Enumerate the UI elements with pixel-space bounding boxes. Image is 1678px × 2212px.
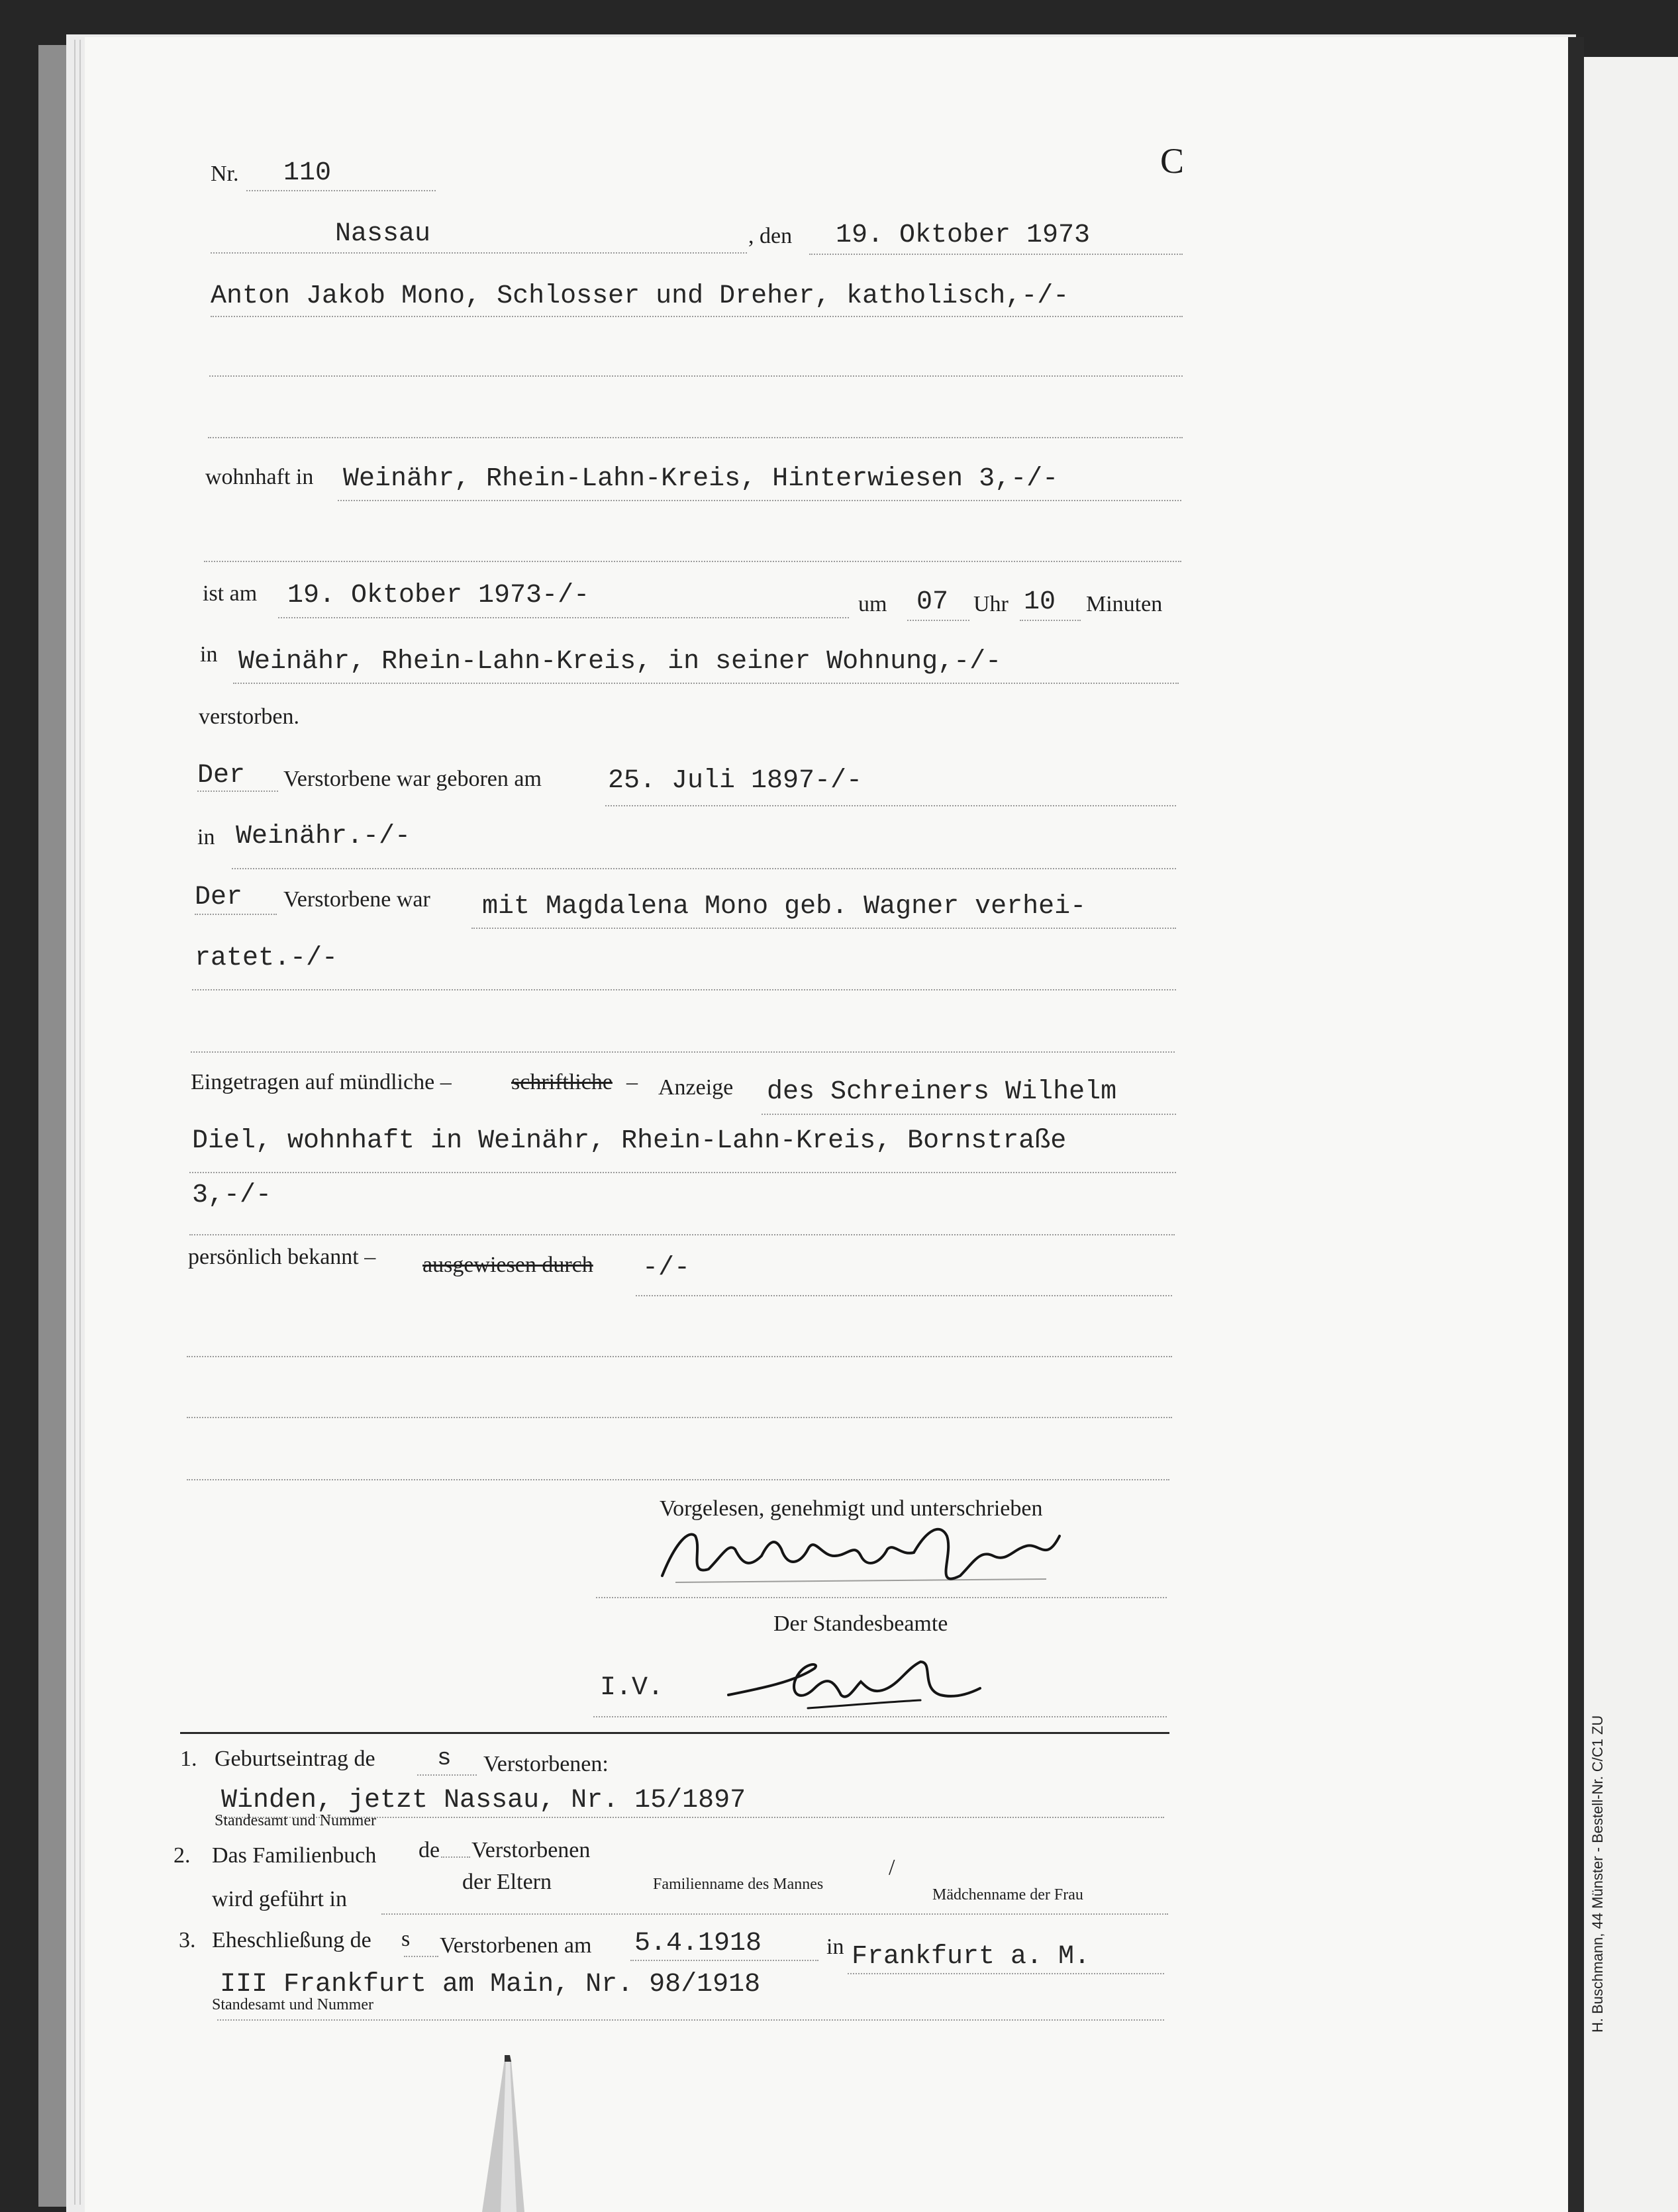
dash: – [626, 1070, 638, 1094]
bekannt-value: -/- [642, 1253, 691, 1283]
der-article-2: Der [195, 883, 243, 912]
note-1-number: 1. [180, 1747, 197, 1771]
signature-reporter [649, 1516, 1073, 1602]
residence-value: Weinähr, Rhein-Lahn-Kreis, Hinterwiesen 3,-/- [343, 464, 1059, 494]
note-3-in: in [826, 1935, 844, 1959]
note-2-de: de [419, 1838, 440, 1862]
note-1-value: Winden, jetzt Nassau, Nr. 15/1897 [221, 1786, 746, 1815]
standesamt-label: Standesamt und Nummer [215, 1812, 376, 1829]
dotted-line [197, 791, 278, 792]
dotted-line [211, 252, 747, 254]
birth-date-value: 25. Juli 1897-/- [608, 766, 863, 796]
eingetragen-label: Eingetragen auf mündliche – [191, 1070, 452, 1094]
dotted-line [211, 316, 1183, 317]
dotted-line [848, 1973, 1164, 1974]
dotted-line [187, 1479, 1169, 1480]
familienname-label: Familienname des Mannes [653, 1876, 824, 1893]
page-edge-line [79, 40, 81, 2205]
dotted-line [907, 620, 969, 621]
record-number: 110 [283, 158, 332, 188]
note-3-place: Frankfurt a. M. [852, 1942, 1091, 1972]
death-place-value: Weinähr, Rhein-Lahn-Kreis, in seiner Wohnung,-/- [238, 647, 1002, 677]
note-2-verstorbenen: Verstorbenen [471, 1838, 591, 1862]
dotted-line [605, 805, 1176, 806]
note-3-date: 5.4.1918 [634, 1929, 762, 1958]
note-1-label-b: Verstorbenen: [483, 1752, 609, 1776]
dotted-line [208, 437, 1183, 438]
dotted-line [233, 683, 1179, 684]
dotted-line [417, 1774, 477, 1776]
date-value: 19. Oktober 1973 [836, 220, 1091, 250]
dotted-line [593, 1716, 1167, 1717]
in-label: in [200, 642, 218, 667]
section-rule [180, 1732, 1169, 1734]
dotted-line [1020, 620, 1081, 621]
note-3-value: III Frankfurt am Main, Nr. 98/1918 [220, 1970, 761, 1999]
note-3-label-b: Verstorbenen am [440, 1933, 592, 1958]
wohnhaft-label: wohnhaft in [205, 465, 314, 489]
birth-place-value: Weinähr.-/- [236, 822, 411, 851]
note-2-slash: / [889, 1855, 895, 1880]
dotted-line [381, 1913, 1168, 1915]
corner-letter: C [1160, 141, 1185, 181]
place-value: Nassau [335, 219, 431, 249]
dotted-line [596, 1597, 1167, 1598]
maedchenname-label: Mädchenname der Frau [932, 1886, 1083, 1903]
standesbeamte-label: Der Standesbeamte [773, 1611, 948, 1636]
dotted-line [471, 928, 1176, 929]
dotted-line [195, 914, 277, 915]
dotted-line [187, 1356, 1172, 1357]
married-line-1: mit Magdalena Mono geb. Wagner verhei- [482, 892, 1087, 922]
note-3-number: 3. [179, 1928, 196, 1952]
dotted-line [209, 375, 1183, 377]
dotted-line [217, 2019, 1164, 2021]
note-2-label-b: wird geführt in [212, 1887, 347, 1911]
married-line-2: ratet.-/- [195, 943, 338, 973]
dotted-line [441, 1856, 470, 1858]
side-imprint: H. Buschmann, 44 Münster - Bestell-Nr. C/C1 ZU [1589, 1715, 1606, 2033]
dotted-line [187, 1417, 1172, 1418]
uhr-label: Uhr [973, 592, 1009, 616]
bekannt-label: persönlich bekannt – [188, 1245, 376, 1269]
verstorben-label: verstorben. [199, 704, 300, 729]
anzeige-label: Anzeige [658, 1075, 734, 1100]
death-date-value: 19. Oktober 1973-/- [287, 581, 590, 610]
verstorbene-war-label: Verstorbene war [283, 887, 430, 912]
ausgewiesen-struck: ausgewiesen durch [422, 1253, 593, 1277]
dotted-line [630, 1960, 818, 1961]
note-1-suffix: s [437, 1745, 452, 1772]
dotted-line [809, 254, 1183, 255]
minuten-label: Minuten [1086, 592, 1163, 616]
dotted-line [246, 190, 436, 191]
signature-official [722, 1649, 987, 1721]
dotted-line [192, 989, 1176, 990]
register-page [85, 37, 1568, 2212]
dotted-line [189, 1172, 1176, 1173]
der-article: Der [197, 761, 246, 791]
minute-value: 10 [1024, 587, 1056, 617]
um-label: um [858, 592, 887, 616]
nr-label: Nr. [211, 162, 239, 186]
dotted-line [404, 1956, 438, 1957]
standesamt-label-2: Standesamt und Nummer [212, 1996, 373, 2013]
dotted-line [204, 561, 1181, 562]
dotted-line [189, 1234, 1175, 1235]
note-2-number: 2. [173, 1843, 191, 1868]
iv-label: I.V. [600, 1673, 664, 1703]
den-label: , den [748, 224, 793, 248]
in-label-2: in [197, 825, 215, 849]
dotted-line [762, 1114, 1176, 1115]
note-2-eltern: der Eltern [462, 1870, 552, 1894]
note-3-suffix: s [401, 1927, 411, 1951]
note-2-label-a: Das Familienbuch [212, 1843, 377, 1868]
schriftliche-struck: schriftliche [511, 1070, 613, 1094]
dotted-line [232, 868, 1176, 869]
dotted-line [278, 617, 849, 618]
book-gutter [1568, 37, 1584, 2212]
pen-tip [464, 2052, 543, 2212]
dotted-line [338, 500, 1181, 501]
dotted-line [636, 1295, 1172, 1296]
reporter-line-3: 3,-/- [192, 1180, 272, 1210]
dotted-line [191, 1051, 1175, 1053]
note-3-label-a: Eheschließung de [212, 1928, 371, 1952]
geboren-label: Verstorbene war geboren am [283, 767, 542, 791]
vorgelesen-label: Vorgelesen, genehmigt und unterschrieben [660, 1496, 1043, 1521]
person-line: Anton Jakob Mono, Schlosser und Dreher, katholisch,-/- [211, 281, 1069, 311]
note-1-label-a: Geburtseintrag de [215, 1747, 375, 1771]
reporter-line-2: Diel, wohnhaft in Weinähr, Rhein-Lahn-Kreis, Bornstraße [192, 1126, 1067, 1156]
hour-value: 07 [916, 587, 949, 617]
reporter-line-1: des Schreiners Wilhelm [767, 1077, 1117, 1107]
page-edge-line [74, 40, 75, 2205]
ist-am-label: ist am [203, 581, 258, 606]
